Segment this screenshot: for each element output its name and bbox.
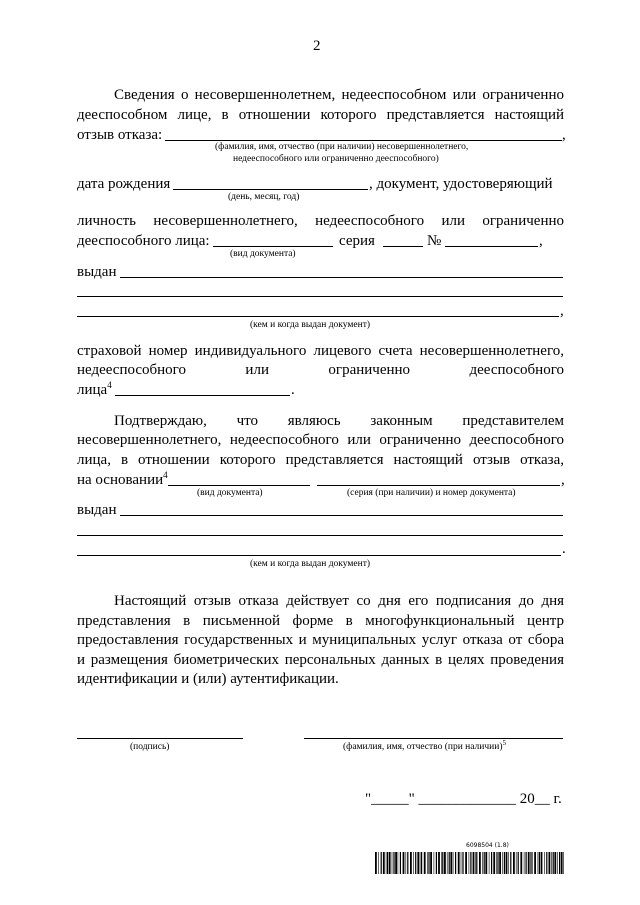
number-label: № xyxy=(427,233,442,249)
basis-document-blank-line[interactable] xyxy=(168,485,310,486)
signature-fio-blank-line[interactable] xyxy=(304,738,563,739)
text-line: предоставления государственных и муниципальных услуг отказа от сбора xyxy=(77,632,564,648)
caption-date: (день, месяц, год) xyxy=(228,192,300,202)
birth-date-tail: , документ, удостоверяющий xyxy=(369,176,553,192)
birth-date-blank-line[interactable] xyxy=(173,189,368,190)
caption-document-kind: (вид документа) xyxy=(197,488,263,498)
text-line: Настоящий отзыв отказа действует со дня его подписания до дня xyxy=(114,593,564,609)
snils-label-text: лица xyxy=(77,382,108,398)
text-line: Подтверждаю, что являюсь законным представителем xyxy=(114,413,564,429)
barcode-label: 6098504 (1.8) xyxy=(466,842,509,849)
page-number: 2 xyxy=(313,38,321,54)
text-line: идентификации и (или) аутентификации. xyxy=(77,671,339,687)
number-blank-line[interactable] xyxy=(445,246,538,247)
series-blank-line[interactable] xyxy=(383,246,423,247)
issued-label: выдан xyxy=(77,502,117,518)
basis-label xyxy=(77,471,168,489)
text-line: лица, в отношении которого представляется настоящий отзыв отказа, xyxy=(77,452,564,468)
footnote-ref: 5 xyxy=(502,738,506,747)
birth-date-label: дата рождения xyxy=(77,176,171,192)
snils-blank-line[interactable] xyxy=(115,395,290,396)
document-label: дееспособного лица: xyxy=(77,233,210,249)
text-line: Сведения о несовершеннолетнем, недееспособном или ограниченно xyxy=(114,87,564,103)
text-line: представления в письменной форме в многофункциональный центр xyxy=(77,613,564,629)
comma: , xyxy=(560,303,564,319)
footnote-ref: 4 xyxy=(163,470,168,480)
text-line: дееспособном лице, в отношении которого представляется настоящий xyxy=(77,107,564,123)
caption-fio-1: (фамилия, имя, отчество (при наличии) несовершеннолетнего, xyxy=(215,142,469,152)
comma: , xyxy=(562,127,566,143)
basis-label-text: на основании xyxy=(77,472,164,488)
barcode-icon xyxy=(375,852,565,874)
issued2-blank-line-3[interactable] xyxy=(77,555,561,556)
text-line: недееспособного или ограниченно дееспособного xyxy=(77,362,564,378)
snils-label xyxy=(77,381,112,399)
footnote-ref: 4 xyxy=(107,380,112,390)
issued-blank-line-2[interactable] xyxy=(77,296,563,297)
text-line: и размещения биометрических персональных данных в целях проведения xyxy=(77,652,564,668)
issued2-blank-line-2[interactable] xyxy=(77,535,563,536)
text-line: отзыв отказа: xyxy=(77,127,163,143)
caption-document: (вид документа) xyxy=(230,249,296,259)
period: . xyxy=(562,541,566,557)
comma: , xyxy=(539,233,543,249)
series-label: серия xyxy=(339,233,375,249)
text-line: личность несовершеннолетнего, недееспособного или ограниченно xyxy=(77,213,564,229)
caption-fio xyxy=(343,738,506,753)
basis-series-blank-line[interactable] xyxy=(317,485,560,486)
caption-fio-2: недееспособного или ограниченно дееспособного) xyxy=(233,154,439,164)
caption-signature: (подпись) xyxy=(130,742,170,752)
issued-blank-line-1[interactable] xyxy=(120,277,563,278)
document-type-blank-line[interactable] xyxy=(213,246,333,247)
issued2-blank-line-1[interactable] xyxy=(120,515,563,516)
text-line: несовершеннолетнего, недееспособного или ограниченно дееспособного xyxy=(77,432,564,448)
caption-series-number: (серия (при наличии) и номер документа) xyxy=(347,488,516,498)
fio-blank-line[interactable] xyxy=(165,140,562,141)
issued-blank-line-3[interactable] xyxy=(77,316,559,317)
date-line: "_____" _____________ 20__ г. xyxy=(365,791,562,807)
issued-label: выдан xyxy=(77,264,117,280)
text-line: страховой номер индивидуального лицевого счета несовершеннолетнего, xyxy=(77,343,564,359)
comma: , xyxy=(561,472,565,488)
signature-blank-line[interactable] xyxy=(77,738,243,739)
caption-fio-text: (фамилия, имя, отчество (при наличии) xyxy=(343,742,503,752)
caption-issued: (кем и когда выдан документ) xyxy=(250,320,371,330)
caption-issued: (кем и когда выдан документ) xyxy=(250,559,371,569)
period: . xyxy=(291,382,295,398)
